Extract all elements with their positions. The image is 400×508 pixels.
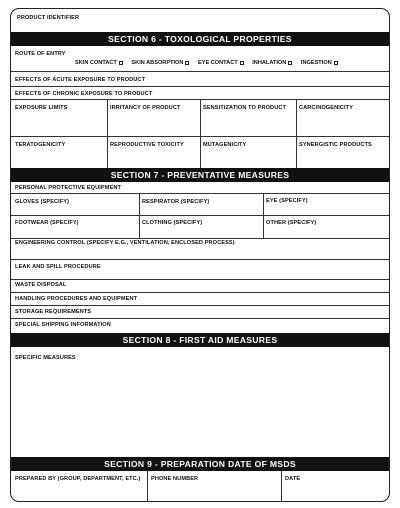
engineering-control-label: ENGINEERING CONTROL (SPECIFY E.G., VENTILATION, ENCLOSED PROCESS): [15, 240, 235, 246]
exposure-limits-label: EXPOSURE LIMITS: [15, 105, 68, 111]
skin-absorption-checkbox[interactable]: [185, 61, 189, 65]
clothing-label: CLOTHING (SPECIFY): [142, 220, 203, 226]
inhalation-checkbox[interactable]: [288, 61, 292, 65]
respirator-label: RESPIRATOR (SPECIFY): [142, 199, 210, 205]
section-8-header: SECTION 8 - FIRST AID MEASURES: [11, 333, 389, 347]
product-identifier-label: PRODUCT IDENTIFIER: [17, 15, 80, 21]
other-ppe-label: OTHER (SPECIFY): [266, 220, 317, 226]
section-7-header: SECTION 7 - PREVENTATIVE MEASURES: [11, 168, 389, 182]
route-option-inhalation[interactable]: INHALATION: [252, 60, 292, 66]
sensitization-label: SENSITIZATION TO PRODUCT: [203, 105, 286, 111]
ingestion-checkbox[interactable]: [334, 61, 338, 65]
route-option-ingestion[interactable]: INGESTION: [301, 60, 338, 66]
eye-contact-checkbox[interactable]: [240, 61, 244, 65]
section-6-header: SECTION 6 - TOXOLOGICAL PROPERTIES: [11, 32, 389, 46]
shipping-label: SPECIAL SHIPPING INFORMATION: [15, 322, 111, 328]
leak-spill-label: LEAK AND SPILL PROCEDURE: [15, 264, 101, 270]
storage-label: STORAGE REQUIREMENTS: [15, 309, 92, 315]
reproductive-toxicity-label: REPRODUCTIVE TOXICITY: [110, 142, 184, 148]
date-label: DATE: [285, 476, 301, 482]
mutagenicity-label: MUTAGENICITY: [203, 142, 247, 148]
waste-disposal-label: WASTE DISPOSAL: [15, 282, 67, 288]
gloves-label: GLOVES (SPECIFY): [15, 199, 70, 205]
section-9-header: SECTION 9 - PREPARATION DATE OF MSDS: [11, 457, 389, 471]
ppe-label: PERSONAL PROTECTIVE EQUIPMENT: [15, 185, 121, 191]
prepared-by-label: PREPARED BY (GROUP, DEPARTMENT, ETC.): [15, 476, 141, 482]
handling-label: HANDLING PROCEDURES AND EQUIPMENT: [15, 296, 138, 302]
chronic-exposure-label: EFFECTS OF CHRONIC EXPOSURE TO PRODUCT: [15, 91, 153, 97]
eye-protection-label: EYE (SPECIFY): [266, 198, 308, 204]
carcinogenicity-label: CARCINOGENICITY: [299, 105, 354, 111]
route-of-entry-label: ROUTE OF ENTRY: [15, 51, 66, 57]
irritancy-label: IRRITANCY OF PRODUCT: [110, 105, 181, 111]
acute-exposure-label: EFFECTS OF ACUTE EXPOSURE TO PRODUCT: [15, 77, 146, 83]
phone-number-label: PHONE NUMBER: [151, 476, 199, 482]
msds-form: [10, 8, 390, 502]
teratogenicity-label: TERATOGENICITY: [15, 142, 66, 148]
route-option-eye-contact[interactable]: EYE CONTACT: [198, 60, 244, 66]
skin-contact-checkbox[interactable]: [119, 61, 123, 65]
specific-measures-label: SPECIFIC MEASURES: [15, 355, 76, 361]
route-option-skin-contact[interactable]: SKIN CONTACT: [75, 60, 123, 66]
route-of-entry-options: [75, 60, 345, 66]
footwear-label: FOOTWEAR (SPECIFY): [15, 220, 79, 226]
route-option-skin-absorption[interactable]: SKIN ABSORPTION: [131, 60, 189, 66]
synergistic-products-label: SYNERGISTIC PRODUCTS: [299, 142, 372, 148]
